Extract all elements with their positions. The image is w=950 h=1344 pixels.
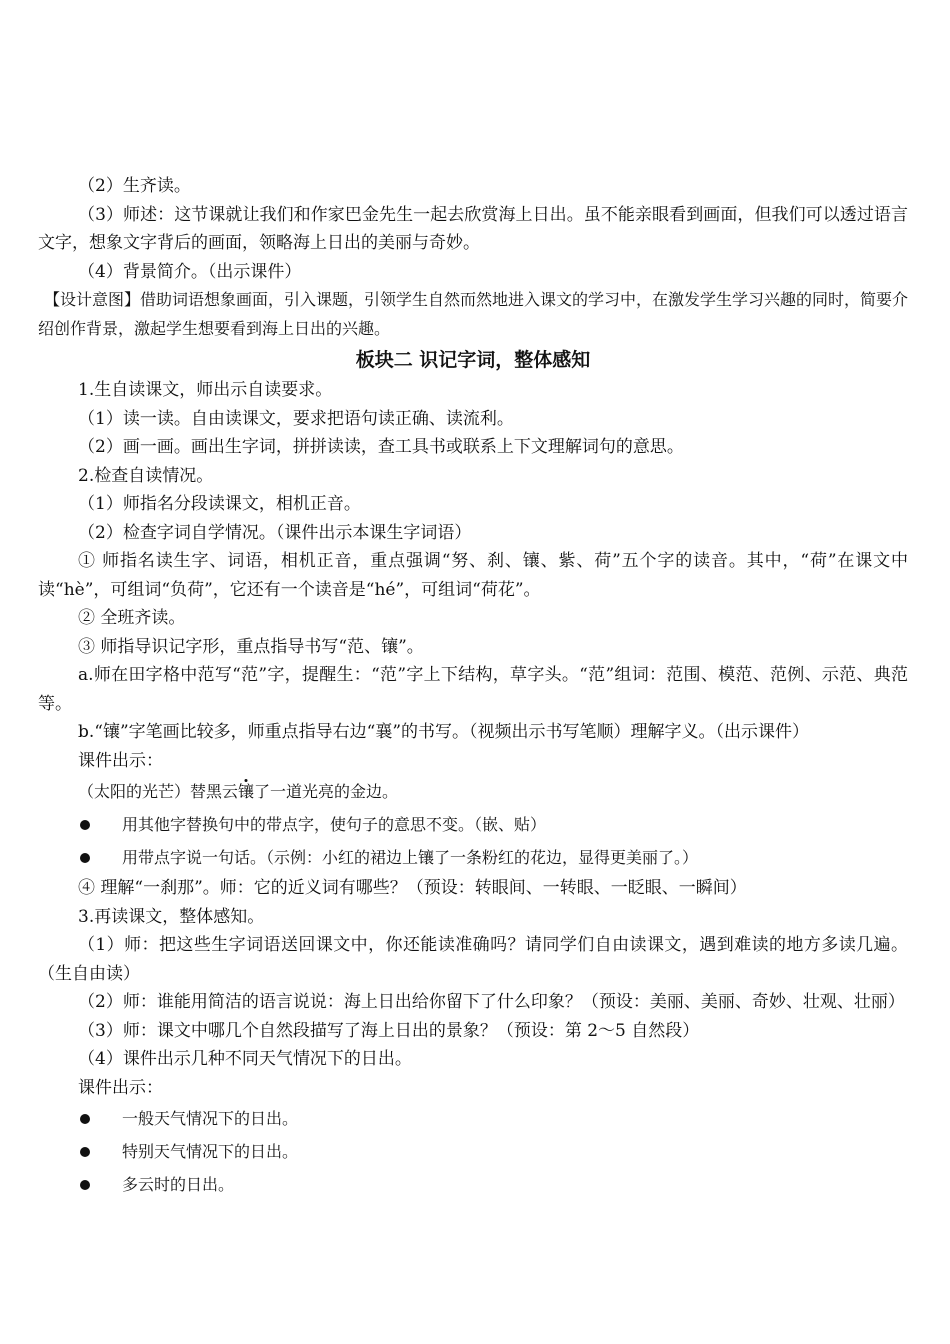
dotted-character: 镶 — [238, 782, 255, 801]
courseware-label: 课件出示： — [78, 750, 163, 771]
bullet-item — [38, 841, 908, 874]
document-page — [38, 172, 908, 1201]
courseware-label: 课件出示： — [78, 1077, 163, 1098]
circle-item-2: ② 全班齐读。 — [78, 608, 186, 628]
step-4-text: （4）背景简介。（出示课件） — [78, 261, 302, 282]
example-sentence — [38, 775, 908, 808]
section-heading: 板块二 识记字词，整体感知 — [355, 349, 591, 371]
bullet-icon — [80, 1147, 90, 1157]
bullet-icon — [80, 1114, 90, 1124]
example-sentence-post: 了一道光亮的金边。 — [254, 782, 399, 801]
step-3-text: （3）师述：这节课就让我们和作家巴金先生一起去欣赏海上日出。虽不能亲眼看到画面，但我们可以透过语言文字，想象文字背后的画面，领略海上日出的美丽与奇妙。 — [38, 204, 908, 253]
item-2: 2.检查自读情况。 — [78, 465, 214, 486]
bullet-icon — [80, 853, 90, 863]
bullet-text: 一般天气情况下的日出。 — [122, 1109, 299, 1128]
item-1: 1.生自读课文，师出示自读要求。 — [78, 380, 333, 400]
circle-item-1: ① 师指名读生字、词语，相机正音，重点强调“努、刹、镶、紫、荷”五个字的读音。其中，“荷”在课文中读“hè”，可组词“负荷”，它还有一个读音是“hé”，可组词“荷花”。 — [38, 551, 908, 600]
item-3-a: （1）师：把这些生字词语送回课文中，你还能读准确吗？请同学们自由读课文，遇到难读的地方多读几遍。（生自由读） — [38, 935, 908, 984]
circle-item-3: ③ 师指导识记字形，重点指导书写“范、镶”。 — [78, 636, 424, 657]
example-sentence-pre: （太阳的光芒）替黑云 — [78, 782, 239, 801]
bullet-item — [38, 1168, 908, 1201]
bullet-item — [38, 808, 908, 841]
bullet-item — [38, 1135, 908, 1168]
bullet-icon — [80, 1180, 90, 1190]
item-3-b: （2）师：谁能用简洁的语言说说：海上日出给你留下了什么印象？（预设：美丽、美丽、奇妙、壮观、壮丽） — [78, 992, 905, 1012]
item-1-a: （1）读一读。自由读课文，要求把语句读正确、读流利。 — [78, 408, 514, 429]
design-intent: 【设计意图】借助词语想象画面，引入课题，引领学生自然而然地进入课文的学习中，在激发学生学习兴趣的同时，简要介绍创作背景，激起学生想要看到海上日出的兴趣。 — [38, 290, 909, 338]
bullet-text: 特别天气情况下的日出。 — [122, 1142, 299, 1161]
bullet-text: 用带点字说一句话。（示例：小红的裙边上镶了一条粉红的花边，显得更美丽了。） — [122, 848, 699, 867]
item-3-d: （4）课件出示几种不同天气情况下的日出。 — [78, 1049, 412, 1069]
bullet-icon — [80, 820, 90, 830]
item-1-b: （2）画一画。画出生字词，拼拼读读，查工具书或联系上下文理解词句的意思。 — [78, 437, 684, 457]
bullet-text: 多云时的日出。 — [122, 1175, 235, 1194]
item-2-a: （1）师指名分段读课文，相机正音。 — [78, 494, 361, 514]
bullet-item — [38, 1102, 908, 1135]
item-2-b: （2）检查字词自学情况。（课件出示本课生字词语） — [78, 522, 472, 543]
item-3: 3.再读课文，整体感知。 — [78, 906, 265, 927]
item-3-c: （3）师：课文中哪几个自然段描写了海上日出的景象？（预设：第 2～5 自然段） — [78, 1020, 700, 1041]
sub-item-a: a.师在田字格中范写“范”字，提醒生：“范”字上下结构，草字头。“范”组词：范围、模范、范例、示范、典范等。 — [38, 665, 908, 714]
circle-item-4: ④ 理解“一刹那”。师：它的近义词有哪些？（预设：转眼间、一转眼、一眨眼、一瞬间） — [78, 878, 747, 898]
bullet-text: 用其他字替换句中的带点字，使句子的意思不变。（嵌、贴） — [122, 815, 547, 834]
step-2-text: （2）生齐读。 — [78, 176, 191, 196]
sub-item-b: b.“镶”字笔画比较多，师重点指导右边“襄”的书写。（视频出示书写笔顺）理解字义。（出示课件） — [78, 722, 810, 742]
